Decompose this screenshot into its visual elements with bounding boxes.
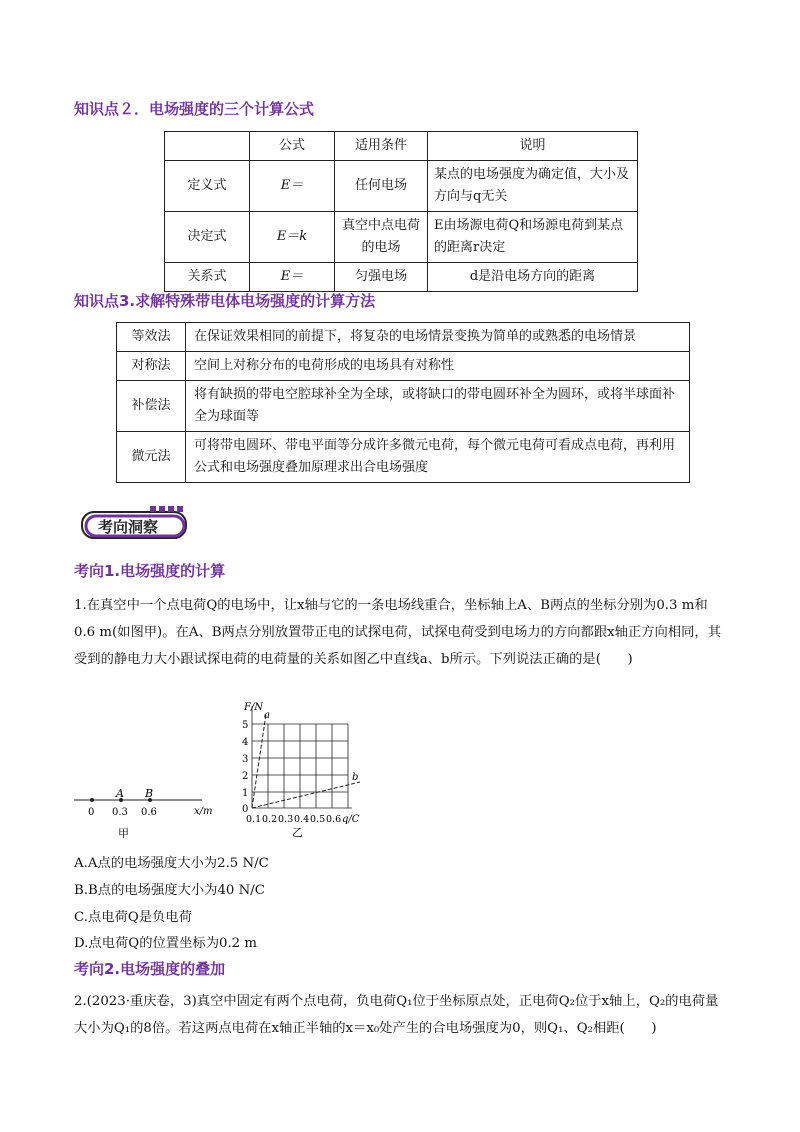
y-tick: 2	[242, 771, 249, 782]
y-tick: 0	[242, 804, 249, 815]
tick-label: 0.6	[141, 807, 157, 818]
figure-force-graph	[222, 700, 382, 840]
method-description: 空间上对称分布的电荷形成的电场具有对称性	[186, 352, 690, 381]
y-tick: 4	[242, 737, 249, 748]
row-condition: 真空中点电荷的电场	[335, 212, 428, 263]
section-badge	[80, 506, 190, 538]
topic-heading-1: 考向1.电场强度的计算	[74, 562, 226, 580]
line-a-label: a	[264, 710, 270, 721]
option-a: A.A点的电场强度大小为2.5 N/C	[74, 856, 269, 871]
header-cell: 公式	[250, 132, 335, 161]
row-condition: 任何电场	[335, 161, 428, 212]
table-row	[165, 263, 638, 292]
method-name: 对称法	[117, 352, 186, 381]
point-a-label: A	[116, 787, 124, 800]
row-name: 定义式	[165, 161, 250, 212]
row-description: 某点的电场强度为确定值，大小及方向与q无关	[428, 161, 638, 212]
y-tick: 3	[242, 754, 249, 765]
row-description: E由场源电荷Q和场源电荷到某点的距离r决定	[428, 212, 638, 263]
table-row	[117, 381, 690, 432]
section-heading-3: 知识点3.求解特殊带电体电场强度的计算方法	[74, 292, 376, 310]
x-tick: 0.5	[310, 814, 326, 825]
x-tick: 0.2	[262, 814, 278, 825]
row-formula: E＝	[250, 161, 335, 212]
badge-label: 考向洞察	[98, 518, 159, 536]
tick-label: 0	[88, 807, 95, 818]
table-header-row	[165, 132, 638, 161]
formula-table	[164, 131, 638, 292]
x-axis-label: q/C	[342, 814, 360, 825]
axis-label: x/m	[194, 806, 213, 817]
option-c: C.点电荷Q是负电荷	[74, 910, 192, 925]
method-name: 微元法	[117, 432, 186, 483]
line-a	[252, 714, 266, 808]
x-tick: 0.6	[326, 814, 342, 825]
tick-label: 0.3	[112, 807, 128, 818]
figure-number-line	[70, 785, 230, 845]
method-description: 可将带电圆环、带电平面等分成许多微元电荷，每个微元电荷可看成点电荷，再利用公式和电场强度叠加原理求出合电场强度	[186, 432, 690, 483]
y-axis-label: F/N	[244, 702, 264, 713]
x-tick: 0.1	[246, 814, 262, 825]
header-cell: 说明	[428, 132, 638, 161]
x-tick: 0.4	[294, 814, 310, 825]
topic-heading-2: 考向2.电场强度的叠加	[74, 960, 226, 978]
row-name: 关系式	[165, 263, 250, 292]
method-name: 等效法	[117, 323, 186, 352]
row-condition: 匀强电场	[335, 263, 428, 292]
figure-caption: 甲	[118, 827, 129, 840]
figure-caption: 乙	[292, 826, 303, 839]
table-row	[165, 212, 638, 263]
row-description: d是沿电场方向的距离	[428, 263, 638, 292]
table-row	[117, 323, 690, 352]
header-cell: 适用条件	[335, 132, 428, 161]
method-description: 将有缺损的带电空腔球补全为全球，或将缺口的带电圆环补全为圆环，或将半球面补全为球面等	[186, 381, 690, 432]
option-b: B.B点的电场强度大小为40 N/C	[74, 883, 265, 898]
header-cell	[165, 132, 250, 161]
y-tick: 5	[242, 720, 249, 731]
section-heading-2: 知识点２．电场强度的三个计算公式	[74, 100, 315, 118]
point-b-label: B	[145, 787, 154, 800]
table-row	[165, 161, 638, 212]
row-formula: E＝k	[250, 212, 335, 263]
y-tick: 1	[242, 788, 249, 799]
question-1: 1.在真空中一个点电荷Q的电场中，让x轴与它的一条电场线重合，坐标轴上A、B两点的坐标分别为0.3 m和0.6 m(如图甲)。在A、B两点分别放置带正电的试探电荷，试探电荷受到电场力的方向都跟x轴正方向相同，其受到的静电力大小跟试探电荷的电荷量的关系如图乙中直线a、b所示。下列说法正确的是( )	[74, 598, 721, 667]
x-tick: 0.3	[278, 814, 294, 825]
row-formula: E＝	[250, 263, 335, 292]
option-d: D.点电荷Q的位置坐标为0.2 m	[74, 936, 257, 951]
question-2: 2.(2023·重庆卷，3)真空中固定有两个点电荷，负电荷Q₁位于坐标原点处，正电荷Q₂位于x轴上，Q₂的电荷量大小为Q₁的8倍。若这两点电荷在x轴正半轴的x＝x₀处产生的合电场强度为0，则Q₁、Q₂相距( )	[74, 994, 719, 1036]
method-description: 在保证效果相同的前提下，将复杂的电场情景变换为简单的或熟悉的电场情景	[186, 323, 690, 352]
method-name: 补偿法	[117, 381, 186, 432]
row-name: 决定式	[165, 212, 250, 263]
table-row	[117, 352, 690, 381]
table-row	[117, 432, 690, 483]
methods-table	[116, 322, 690, 483]
line-b-label: b	[352, 772, 359, 783]
